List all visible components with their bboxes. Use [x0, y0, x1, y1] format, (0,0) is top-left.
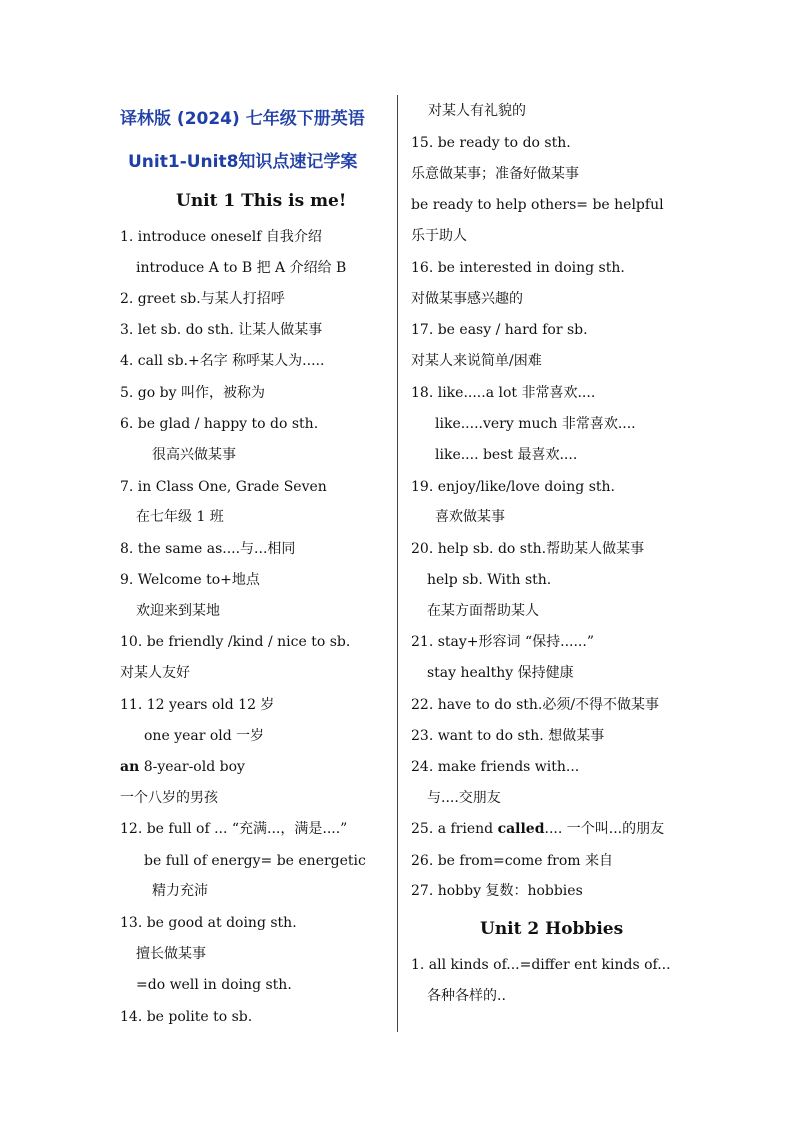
- note-line: 精力充沛: [152, 883, 208, 899]
- note-line: be full of energy= be energetic: [144, 853, 366, 869]
- note-line: 23. want to do sth. 想做某事: [411, 728, 605, 744]
- note-line: 乐意做某事；准备好做某事: [411, 166, 579, 182]
- note-line: 5. go by 叫作，被称为: [120, 385, 265, 401]
- note-line: 19. enjoy/like/love doing sth.: [411, 479, 615, 495]
- note-line: 欢迎来到某地: [136, 603, 220, 619]
- doc-subtitle: Unit1-Unit8知识点速记学案: [128, 152, 358, 172]
- note-line: stay healthy 保持健康: [427, 665, 574, 681]
- note-line: 22. have to do sth.必须/不得不做某事: [411, 697, 660, 713]
- note-line: like.... best 最喜欢....: [435, 447, 578, 463]
- unit1-heading: Unit 1 This is me!: [176, 191, 347, 211]
- note-line: 擅长做某事: [136, 946, 206, 962]
- bold-called: called: [497, 821, 545, 837]
- note-line: 10. be friendly /kind / nice to sb.: [120, 634, 351, 650]
- note-line: 很高兴做某事: [152, 447, 236, 463]
- note-line: be ready to help others= be helpful: [411, 197, 664, 213]
- note-line: help sb. With sth.: [427, 572, 552, 588]
- note-line: 对做某事感兴趣的: [411, 291, 523, 307]
- note-line: 喜欢做某事: [435, 509, 505, 525]
- note-line: 对某人有礼貌的: [428, 103, 526, 119]
- note-text: .... 一个叫...的朋友: [544, 821, 665, 837]
- note-line: 13. be good at doing sth.: [120, 915, 297, 931]
- note-line: 与....交朋友: [427, 790, 501, 806]
- note-line: 对某人友好: [120, 665, 190, 681]
- note-line: 24. make friends with...: [411, 759, 580, 775]
- note-line: 11. 12 years old 12 岁: [120, 697, 275, 713]
- note-line: 7. in Class One, Grade Seven: [120, 479, 327, 495]
- note-line: 在七年级 1 班: [136, 509, 224, 525]
- note-line: 27. hobby 复数：hobbies: [411, 883, 583, 899]
- note-line: 1. all kinds of...=differ ent kinds of...: [411, 957, 671, 973]
- note-line: 26. be from=come from 来自: [411, 853, 614, 869]
- note-line: 17. be easy / hard for sb.: [411, 322, 588, 338]
- note-line: introduce A to B 把 A 介绍给 B: [136, 260, 347, 276]
- note-line: 3. let sb. do sth. 让某人做某事: [120, 322, 323, 338]
- note-line: one year old 一岁: [144, 728, 265, 744]
- bold-article: an: [120, 759, 140, 775]
- note-line: 21. stay+形容词 “保持......”: [411, 634, 594, 650]
- note-line: 6. be glad / happy to do sth.: [120, 416, 319, 432]
- note-line: 14. be polite to sb.: [120, 1009, 253, 1025]
- note-line: [120, 758, 245, 776]
- note-line: [411, 820, 664, 838]
- note-line: 4. call sb.+名字 称呼某人为.....: [120, 353, 325, 369]
- note-line: 2. greet sb.与某人打招呼: [120, 291, 285, 307]
- note-line: like.....very much 非常喜欢....: [435, 416, 636, 432]
- doc-title: 译林版 (2024) 七年级下册英语: [120, 109, 365, 129]
- note-line: 12. be full of ... “充满...，满是....”: [120, 821, 348, 837]
- note-line: 在某方面帮助某人: [427, 603, 539, 619]
- note-text: 8-year-old boy: [143, 759, 245, 775]
- column-divider: [397, 95, 398, 1032]
- note-line: 对某人来说简单/困难: [411, 353, 542, 369]
- note-line: 各种各样的..: [427, 988, 506, 1004]
- note-line: 1. introduce oneself 自我介绍: [120, 229, 322, 245]
- note-text: 25. a friend: [411, 821, 498, 837]
- note-line: =do well in doing sth.: [136, 977, 292, 993]
- note-line: 18. like.....a lot 非常喜欢....: [411, 385, 596, 401]
- note-line: 9. Welcome to+地点: [120, 572, 260, 588]
- note-line: 乐于助人: [411, 228, 467, 244]
- note-line: 16. be interested in doing sth.: [411, 260, 625, 276]
- note-line: 一个八岁的男孩: [120, 790, 218, 806]
- unit2-heading: Unit 2 Hobbies: [480, 919, 624, 939]
- note-line: 8. the same as....与...相同: [120, 541, 296, 557]
- note-line: 15. be ready to do sth.: [411, 135, 571, 151]
- note-line: 20. help sb. do sth.帮助某人做某事: [411, 541, 645, 557]
